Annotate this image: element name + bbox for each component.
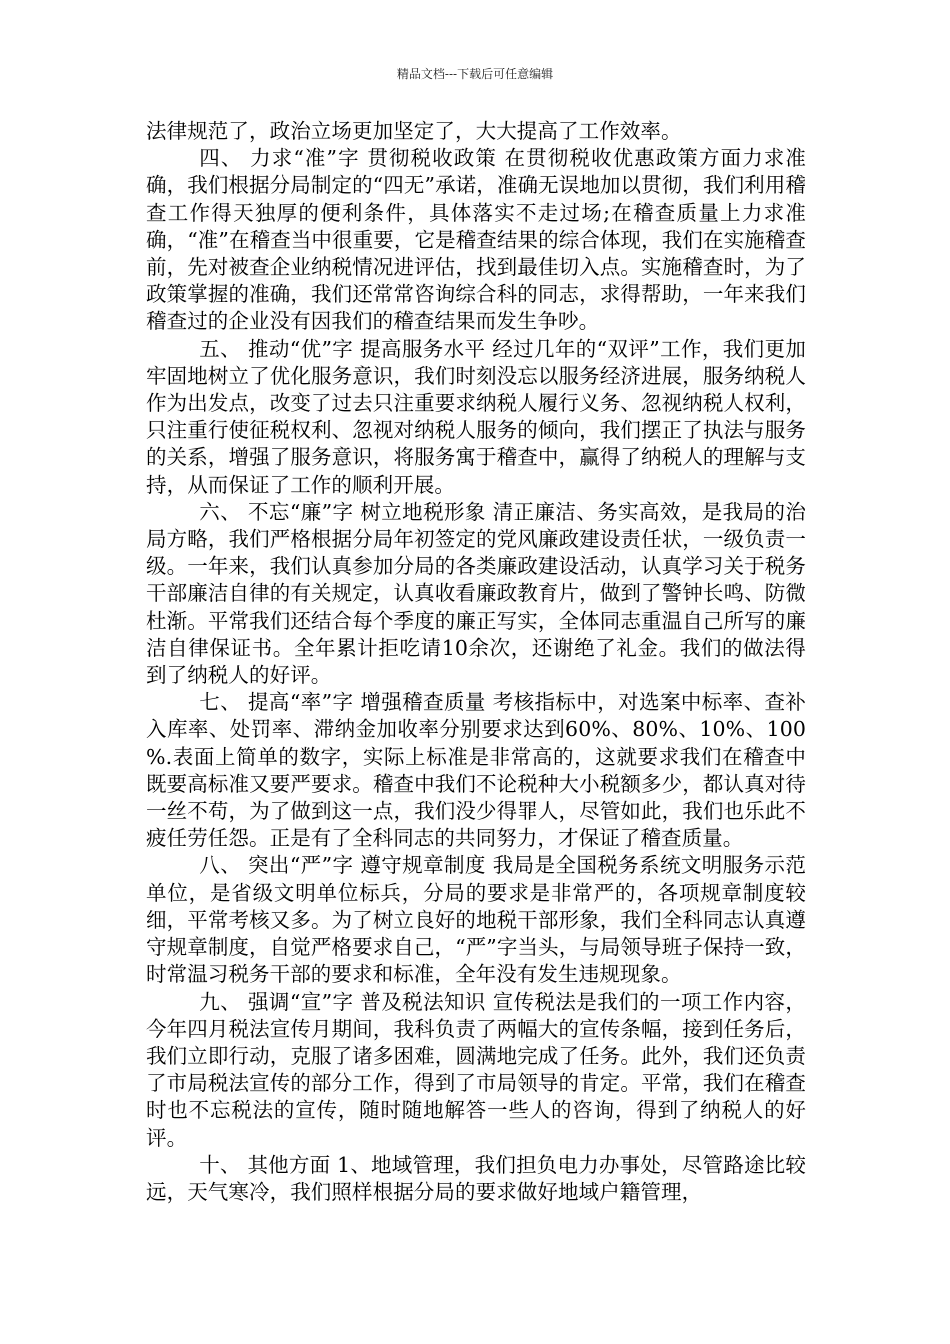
paragraph-section-9: 九、 强调“宣”字 普及税法知识 宣传税法是我们的一项工作内容，今年四月税法宣传月期间，我科负责了两幅大的宣传条幅，接到任务后，我们立即行动，克服了诸多困难，圆满地完成了任务。此外，我们还负责了市局税法宣传的部分工作，得到了市局领导的肯定。平常，我们在稽查时也不忘税法的宣传，随时随地解答一些人的咨询，得到了纳税人的好评。 (146, 989, 806, 1150)
paragraph-section-6: 六、 不忘“廉”字 树立地税形象 清正廉洁、务实高效，是我局的治局方略，我们严格根据分局年初签定的党风廉政建设责任状，一级负责一级。一年来，我们认真参加分局的各类廉政建设活动，认真学习关于税务干部廉洁自律的有关规定，认真收看廉政教育片，做到了警钟长鸣、防微杜渐。平常我们还结合每个季度的廉正写实，全体同志重温自己所写的廉洁自律保证书。全年累计拒吃请10余次，还谢绝了礼金。我们的做法得到了纳税人的好评。 (146, 499, 806, 688)
document-body (146, 118, 806, 1206)
page-header: 精品文档---下载后可任意编辑 (396, 67, 554, 81)
paragraph-section-10: 十、 其他方面 1、地域管理，我们担负电力办事处，尽管路途比较远，天气寒冷，我们照样根据分局的要求做好地域户籍管理， (146, 1152, 806, 1204)
paragraph-continuation: 法律规范了，政治立场更加坚定了，大大提高了工作效率。 (146, 119, 682, 143)
paragraph-section-7: 七、 提高“率”字 增强稽查质量 考核指标中，对选案中标率、查补入库率、处罚率、滞纳金加收率分别要求达到60%、80%、10%、100 %.表面上简单的数字，实际上标准是非常高的，这就要求我们在稽查中既要高标准又要严要求。稽查中我们不论税种大小税额多少，都认真对待一丝不苟，为了做到这一点，我们没少得罪人，尽管如此，我们也乐此不疲任劳任怨。正是有了全科同志的共同努力，才保证了稽查质量。 (146, 690, 806, 851)
paragraph-section-4: 四、 力求“准”字 贯彻税收政策 在贯彻税收优惠政策方面力求准确，我们根据分局制定的“四无”承诺，准确无误地加以贯彻，我们利用稽查工作得天独厚的便利条件，具体落实不走过场;在稽查质量上力求准确，“准”在稽查当中很重要，它是稽查结果的综合体现，我们在实施稽查前，先对被查企业纳税情况进评估，找到最佳切入点。实施稽查时，为了政策掌握的准确，我们还常常咨询综合科的同志，求得帮助，一年来我们稽查过的企业没有因我们的稽查结果而发生争吵。 (146, 146, 806, 334)
paragraph-section-8: 八、 突出“严”字 遵守规章制度 我局是全国税务系统文明服务示范单位，是省级文明单位标兵，分局的要求是非常严的，各项规章制度较细，平常考核又多。为了树立良好的地税干部形象，我们全科同志认真遵守规章制度，自觉严格要求自己，“严”字当头，与局领导班子保持一致，时常温习税务干部的要求和标准，全年没有发生违规现象。 (146, 853, 806, 987)
paragraph-section-5: 五、 推动“优”字 提高服务水平 经过几年的“双评”工作，我们更加牢固地树立了优化服务意识，我们时刻没忘以服务经济进展，服务纳税人作为出发点，改变了过去只注重要求纳税人履行义务、忽视纳税人权利，只注重行使征税权利、忽视对纳税人服务的倾向，我们摆正了执法与服务的关系，增强了服务意识，将服务寓于稽查中，赢得了纳税人的理解与支持，从而保证了工作的顺利开展。 (146, 336, 806, 497)
